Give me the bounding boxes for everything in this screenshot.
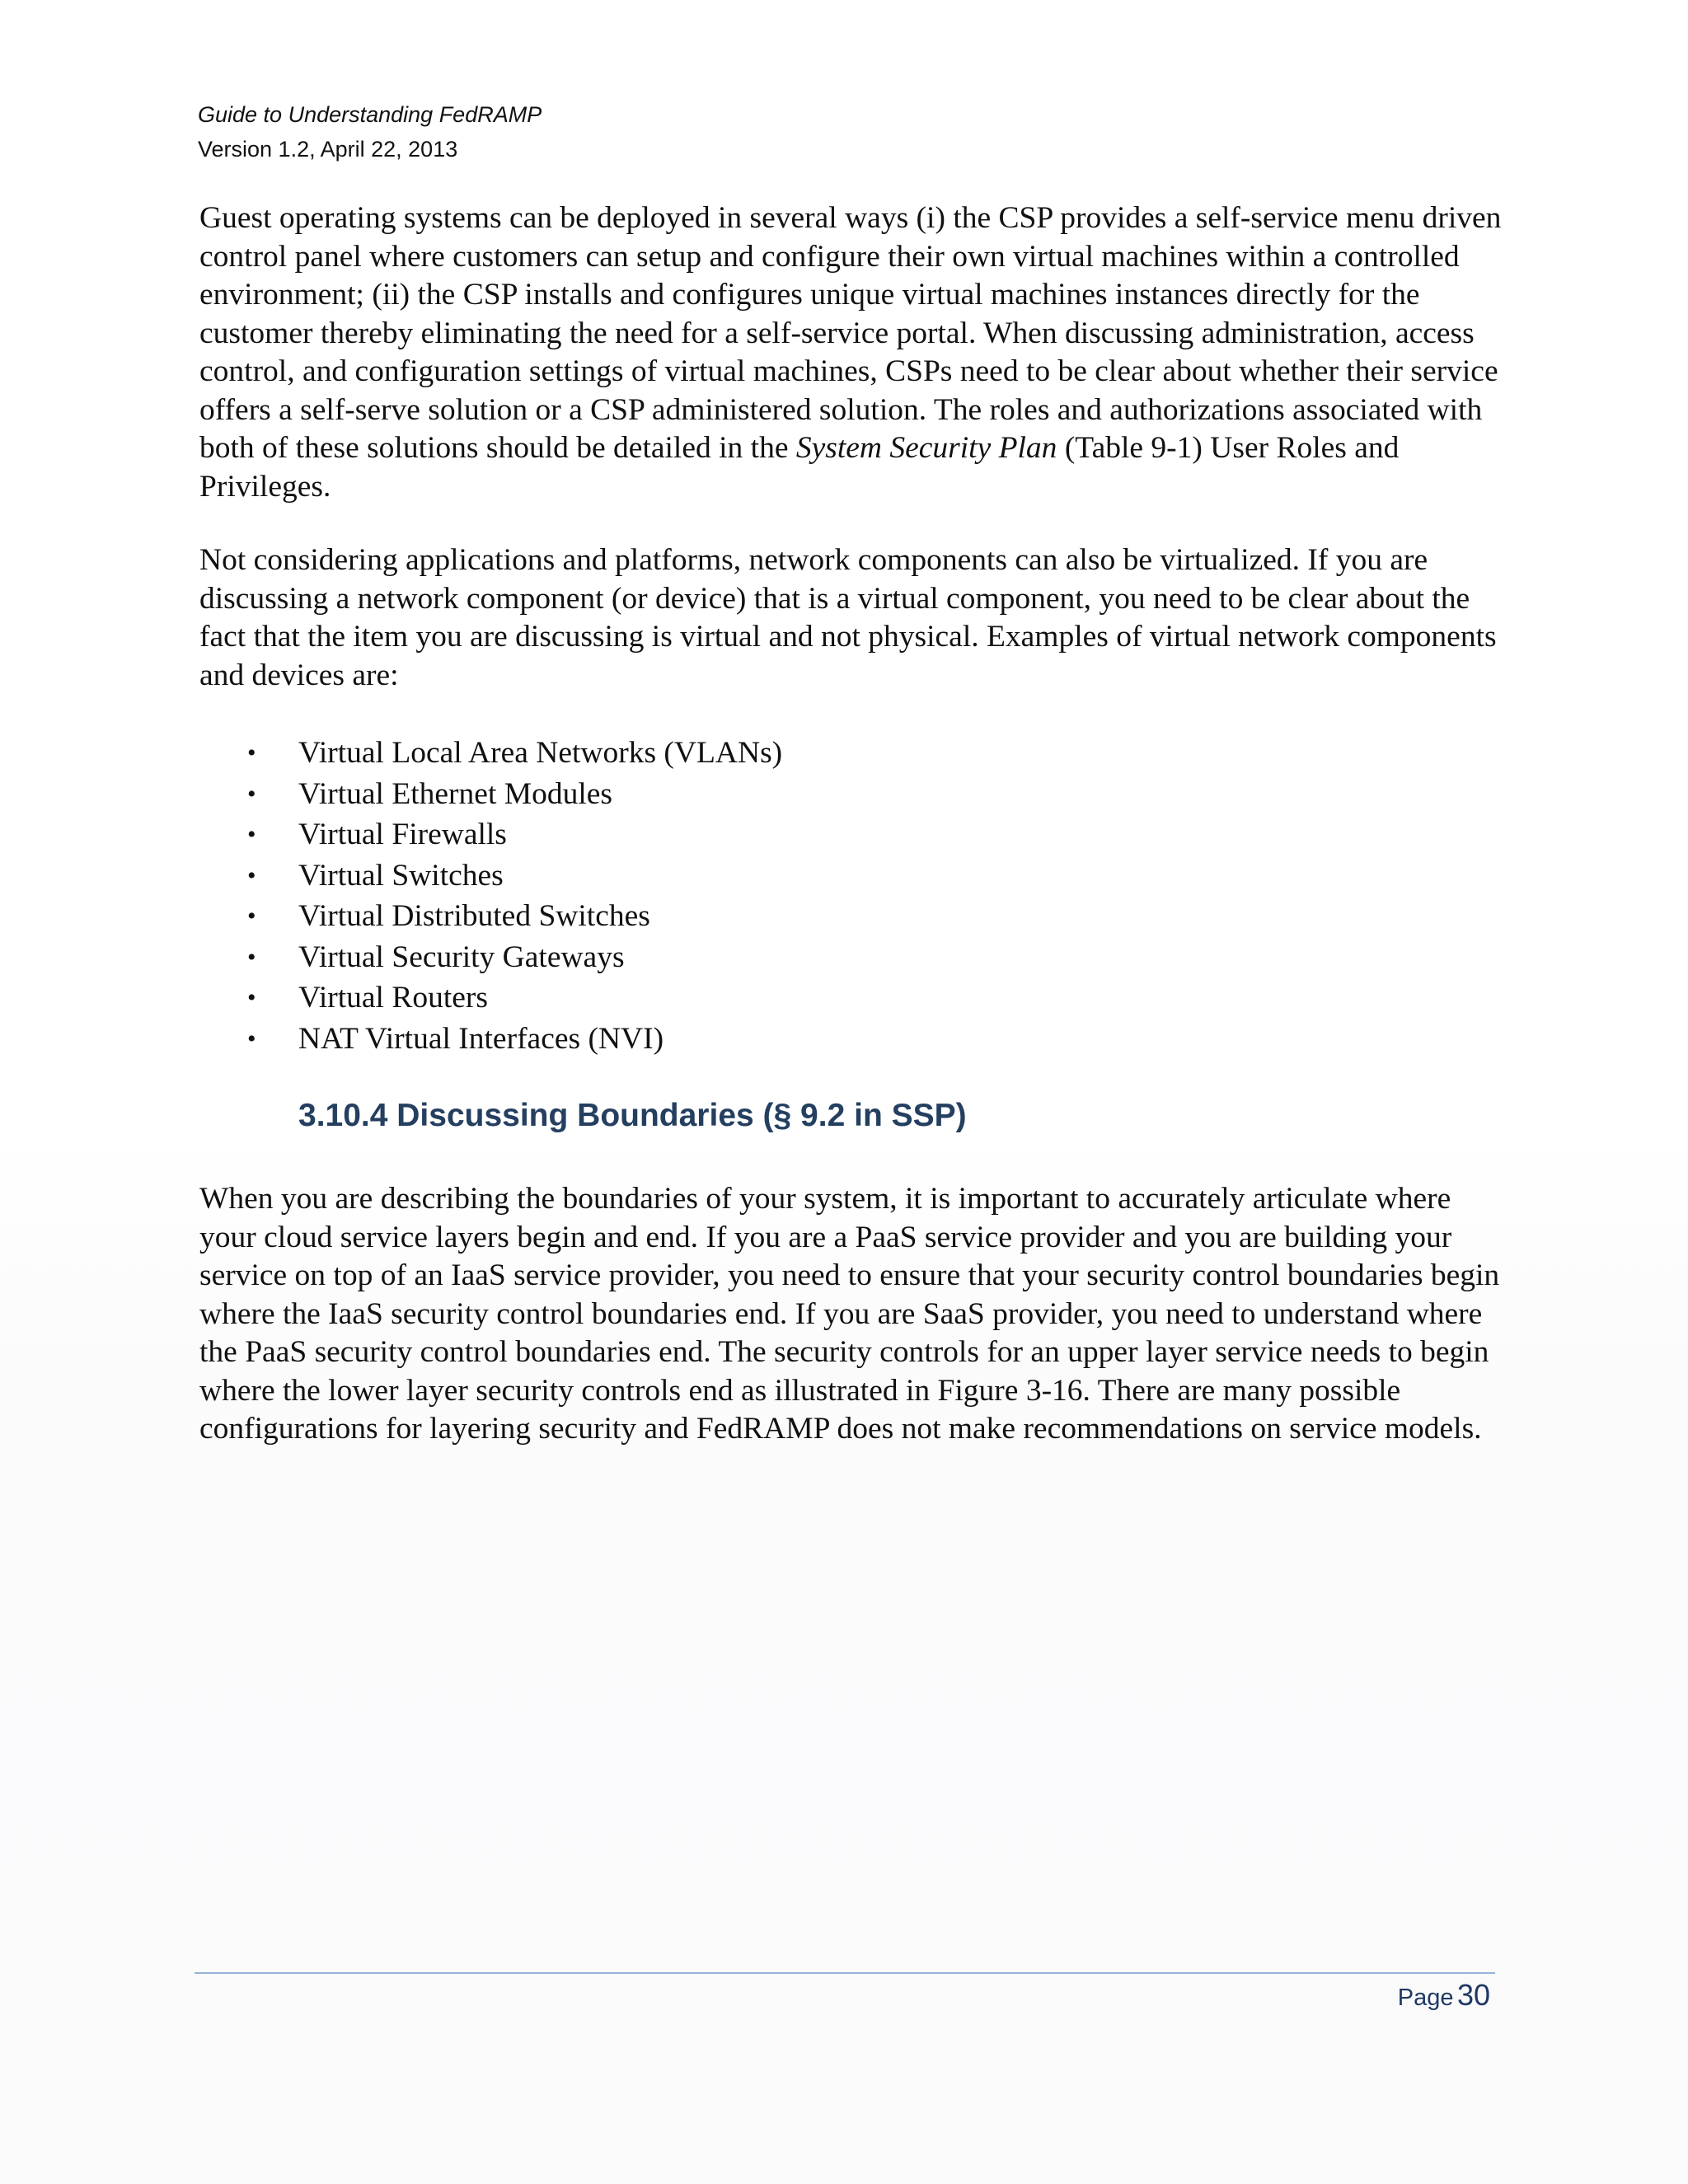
- list-item-text: Virtual Local Area Networks (VLANs): [298, 736, 783, 770]
- paragraph-boundaries: When you are describing the boundaries of your system, it is important to accurately articulate where your cloud service layers begin and end. If you are a PaaS service provider and you are building your service on top of an IaaS service provider, you need to ensure that your security control boundaries begin where the IaaS security control boundaries end. If you are SaaS provider, you need to understand where the PaaS security control boundaries end. The security controls for an upper layer service needs to begin where the lower layer security controls end as illustrated in Figure 3-16. There are many possible configurations for layering security and FedRAMP does not make recommendations on service models.: [199, 1182, 1500, 1446]
- section-heading: 3.10.4 Discussing Boundaries (§ 9.2 in SSP): [298, 1098, 967, 1133]
- paragraph-guest-os: [199, 199, 1502, 506]
- page-number: [1398, 1978, 1490, 2013]
- list-item: [199, 855, 782, 897]
- bullet-icon: •: [247, 821, 256, 848]
- list-item: [199, 977, 782, 1019]
- bullet-icon: •: [247, 1024, 256, 1052]
- paragraph-guest-os-tail: (Table 9-1) User Roles and Privileges.: [199, 431, 1400, 504]
- list-item: [199, 814, 782, 855]
- list-item: [199, 733, 782, 774]
- bullet-icon: •: [247, 739, 256, 766]
- running-header: [198, 97, 542, 166]
- list-item-text: Virtual Firewalls: [298, 818, 507, 851]
- list-item-text: Virtual Switches: [298, 858, 504, 893]
- list-item-text: Virtual Routers: [298, 981, 488, 1015]
- document-title: Guide to Understanding FedRAMP: [198, 102, 542, 127]
- page-number-value: 30: [1456, 1978, 1490, 2012]
- list-item-text: Virtual Distributed Switches: [298, 899, 650, 933]
- list-item: [199, 937, 782, 978]
- virtual-components-list: [199, 733, 782, 1059]
- bullet-icon: •: [247, 984, 256, 1011]
- bullet-icon: •: [247, 780, 256, 808]
- list-item: [199, 1019, 782, 1060]
- bullet-icon: •: [247, 943, 256, 971]
- bullet-icon: •: [247, 861, 256, 889]
- document-version: Version 1.2, April 22, 2013: [198, 137, 458, 162]
- list-item: [199, 774, 782, 815]
- paragraph-guest-os-text: Guest operating systems can be deployed in several ways (i) the CSP provides a self-service menu driven control panel where customers can setup and configure their own virtual machines within a controlled environment; (ii) the CSP installs and configures unique virtual machines instances directly for the customer thereby eliminating the need for a self-service portal. When discussing administration, access control, and configuration settings of virtual machines, CSPs need to be clear about whether their service offers a self-serve solution or a CSP administered solution. The roles and authorizations associated with both of these solutions should be detailed in the: [199, 201, 1502, 465]
- list-item-text: Virtual Security Gateways: [298, 940, 625, 974]
- list-item: [199, 896, 782, 937]
- ssp-reference: System Security Plan: [795, 431, 1057, 465]
- page-label: Page: [1397, 1985, 1454, 2011]
- list-item-text: Virtual Ethernet Modules: [298, 776, 612, 811]
- bullet-icon: •: [247, 902, 256, 930]
- list-item-text: NAT Virtual Interfaces (NVI): [298, 1021, 664, 1056]
- footer-divider: [195, 1972, 1495, 1974]
- paragraph-network-components: Not considering applications and platforms, network components can also be virtualized. If you are discussing a network component (or device) that is a virtual component, you need to be clear about the fact that the item you are discussing is virtual and not physical. Examples of virtual network components and devices are:: [199, 543, 1497, 692]
